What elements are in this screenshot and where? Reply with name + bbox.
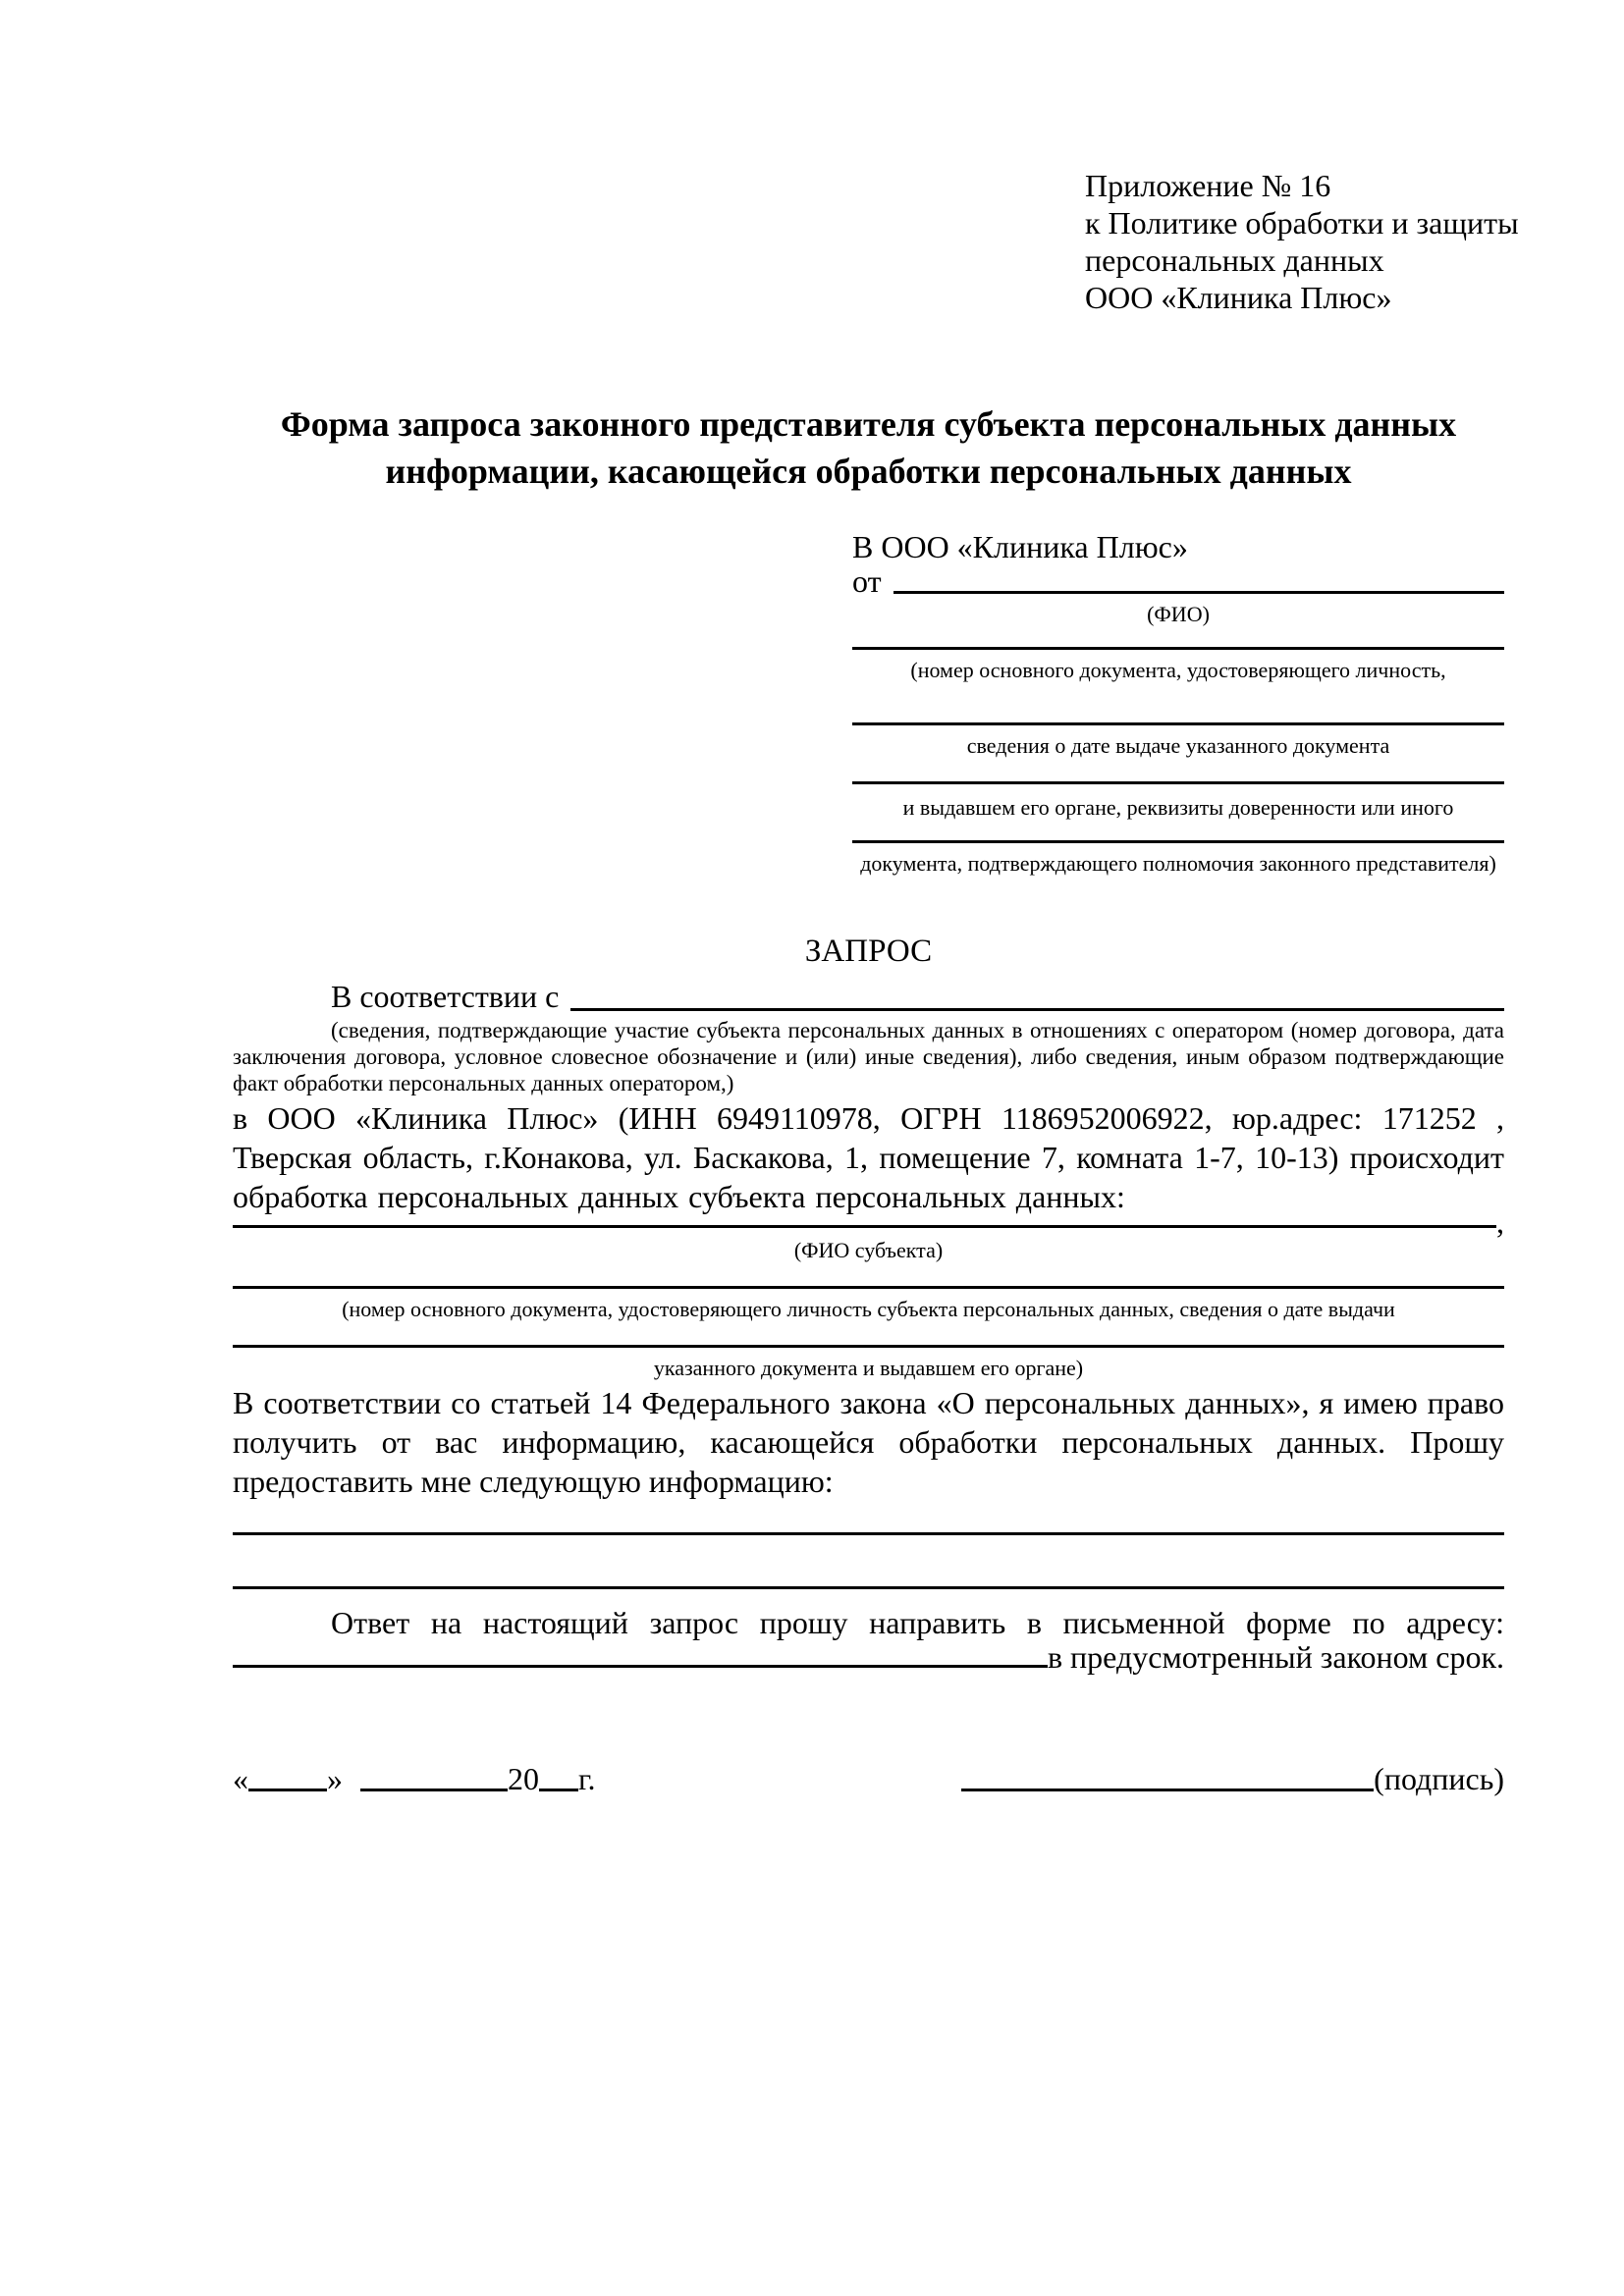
law-paragraph: В соответствии со статьей 14 Федерального закона «О персональных данных», я имею право получить от вас информацию, касающейся обработки персональных данных. Прошу предоставить мне следующую информацию:	[233, 1385, 1504, 1499]
accordance-lead: В соответствии с	[331, 979, 560, 1014]
signature-group	[961, 1760, 1504, 1797]
subject-fio-comma: ,	[1496, 1204, 1504, 1240]
page-title: Форма запроса законного представителя субъекта персональных данных информации, касающейся обработки персональных данных	[280, 404, 1457, 491]
subject-fio-caption: (ФИО субъекта)	[793, 1238, 944, 1262]
request-heading: ЗАПРОС	[804, 934, 933, 969]
date-open-quote: «	[233, 1761, 248, 1796]
date-signature-row	[233, 1758, 1504, 1797]
issuing-authority-blank-line	[852, 759, 1504, 784]
fio-caption: (ФИО)	[1147, 602, 1210, 626]
date-year-blank	[539, 1786, 578, 1791]
from-blank-line	[893, 566, 1504, 594]
accordance-blank-line	[570, 982, 1504, 1011]
issuing-authority-caption: и выдавшем его органе, реквизиты доверенности или иного	[902, 795, 1454, 820]
representative-authority-caption: документа, подтверждающего полномочия законного представителя)	[860, 851, 1496, 876]
representative-authority-blank-line	[852, 821, 1504, 843]
appendix-note	[1085, 167, 1519, 316]
subject-fio-blank-line	[233, 1225, 1496, 1228]
subject-document-blank-line-2	[233, 1322, 1504, 1348]
subject-document-blank-line	[233, 1263, 1504, 1289]
appendix-note-line: Приложение № 16	[1085, 168, 1331, 203]
accordance-note: (сведения, подтверждающие участие субъекта персональных данных в отношениях с оператором (номер договора, дата заключения договора, условное словесное обозначение и (или) иные сведения), либо сведения, иным образом подтверждающие факт обработки персональных данных оператором,)	[233, 1018, 1504, 1095]
document-number-blank-line	[852, 627, 1504, 650]
subject-fio-row	[233, 1204, 1504, 1240]
date-month-blank	[360, 1786, 508, 1791]
answer-paragraph: Ответ на настоящий запрос прошу направить в письменной форме по адресу:	[331, 1605, 1504, 1640]
requested-info-blank-line-2	[233, 1535, 1504, 1589]
issue-date-caption: сведения о дате выдаче указанного документа	[966, 733, 1390, 758]
from-label: от	[852, 563, 882, 599]
operator-paragraph: в ООО «Клиника Плюс» (ИНН 6949110978, ОГРН 1186952006922, юр.адрес: 171252 , Тверская область, г.Конакова, ул. Баскакова, 1, помещение 7, комната 1-7, 10-13) происходит обработка персональных данных субъекта персональных данных:	[233, 1100, 1504, 1214]
addressee-from-row	[852, 563, 1504, 599]
appendix-note-line: к Политике обработки и защиты	[1085, 205, 1519, 240]
date-close-quote: »	[327, 1761, 343, 1796]
answer-address-blank-line	[233, 1665, 1048, 1668]
appendix-note-line: ООО «Клиника Плюс»	[1085, 280, 1392, 315]
answer-tail: в предусмотренный законом срок.	[1047, 1639, 1504, 1675]
issue-date-blank-line	[852, 683, 1504, 725]
appendix-note-line: персональных данных	[1085, 242, 1384, 278]
date-year-suffix: г.	[578, 1761, 596, 1796]
accordance-row	[233, 979, 1504, 1014]
date-day-blank	[248, 1786, 327, 1791]
addressee-block	[852, 527, 1504, 877]
subject-document-caption-bottom: указанного документа и выдавшем его органе)	[653, 1356, 1084, 1380]
date-group	[233, 1760, 596, 1797]
request-body	[233, 931, 1504, 1797]
date-year-prefix: 20	[508, 1761, 539, 1796]
document-number-caption: (номер основного документа, удостоверяющего личность,	[910, 658, 1446, 682]
signature-blank-line	[961, 1786, 1374, 1791]
requested-info-blank-line-1	[233, 1501, 1504, 1535]
answer-address-row	[233, 1639, 1504, 1675]
subject-document-caption-top: (номер основного документа, удостоверяющего личность субъекта персональных данных, сведения о дате выдачи	[342, 1297, 1395, 1321]
signature-caption: (подпись)	[1374, 1761, 1504, 1796]
addressee-to: В ООО «Клиника Плюс»	[852, 529, 1188, 564]
